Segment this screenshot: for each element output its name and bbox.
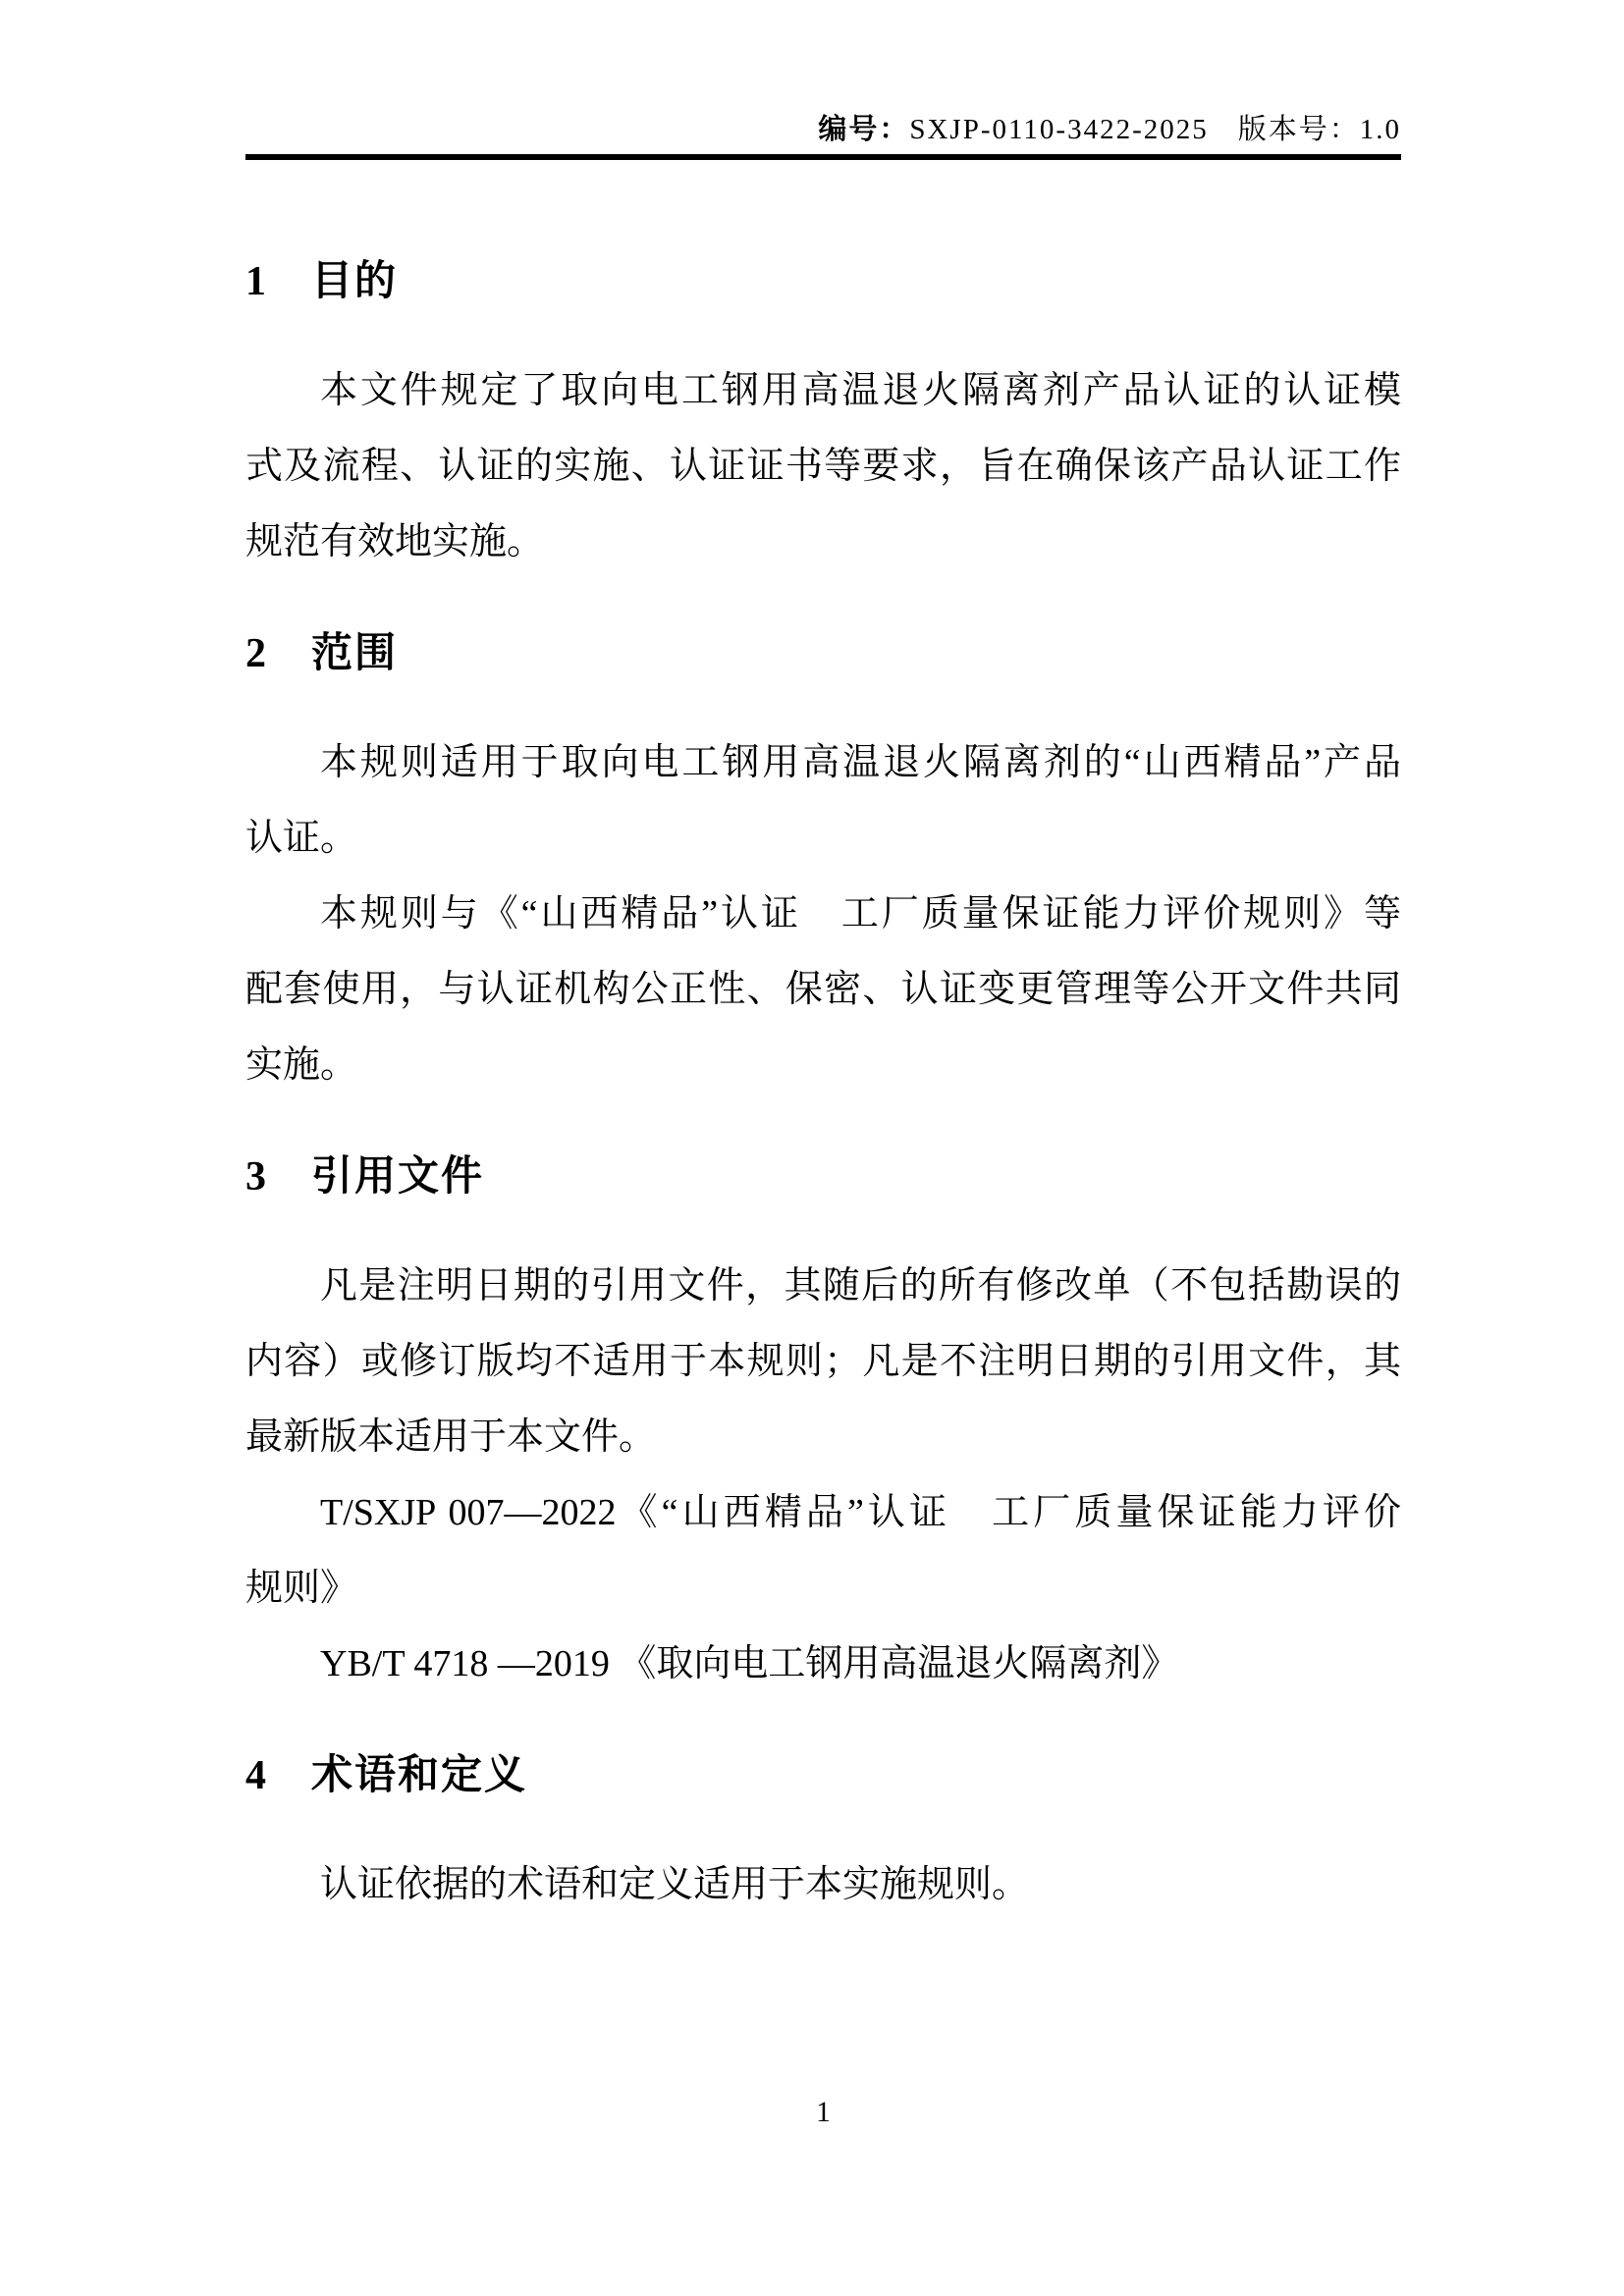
version-value: 1.0 (1359, 114, 1401, 145)
paragraph-line: 实施。 (245, 1044, 358, 1086)
document-header (245, 110, 1401, 149)
paragraph-terms (245, 1847, 1401, 1923)
paragraph-line: 配套使用，与认证机构公正性、保密、认证变更管理等公开文件共同 (245, 969, 1401, 1010)
paragraph-references-2 (245, 1475, 1401, 1627)
page-footer (245, 2093, 1401, 2132)
paragraph-line: 本规则与《“山西精品”认证 工厂质量保证能力评价规则》等 (320, 893, 1401, 934)
paragraph-line: 规范有效地实施。 (245, 521, 545, 562)
paragraph-purpose (245, 353, 1401, 580)
paragraph-scope-2 (245, 877, 1401, 1103)
header-rule (245, 154, 1401, 160)
paragraph-line: 本规则适用于取向电工钢用高温退火隔离剂的“山西精品”产品 (320, 742, 1401, 783)
section-heading-purpose: 1 目的 (245, 259, 399, 304)
paragraph-line: 式及流程、认证的实施、认证证书等要求，旨在确保该产品认证工作 (245, 446, 1401, 487)
version-label: 版本号： (1237, 114, 1360, 145)
paragraph-line: 本文件规定了取向电工钢用高温退火隔离剂产品认证的认证模 (320, 370, 1401, 411)
section-heading-terms: 4 术语和定义 (245, 1753, 528, 1798)
section-heading-scope: 2 范围 (245, 631, 399, 676)
paragraph-line: 内容）或修订版均不适用于本规则；凡是不注明日期的引用文件，其 (245, 1341, 1401, 1382)
paragraph-line: 最新版本适用于本文件。 (245, 1416, 657, 1458)
paragraph-line: 认证。 (245, 818, 358, 859)
section-heading-references: 3 引用文件 (245, 1154, 485, 1200)
page-number: 1 (816, 2096, 831, 2128)
paragraph-references-1 (245, 1249, 1401, 1475)
paragraph-line: T/SXJP 007—2022《“山西精品”认证 工厂质量保证能力评价 (320, 1492, 1401, 1533)
doc-number-value: SXJP-0110-3422-2025 (909, 114, 1209, 145)
paragraph-line: 认证依据的术语和定义适用于本实施规则。 (320, 1864, 1030, 1905)
paragraph-line: YB/T 4718 —2019 《取向电工钢用高温退火隔离剂》 (320, 1643, 1179, 1684)
paragraph-scope-1 (245, 725, 1401, 877)
paragraph-line: 凡是注明日期的引用文件，其随后的所有修改单（不包括勘误的 (320, 1265, 1401, 1307)
doc-number-label: 编号： (818, 114, 910, 145)
paragraph-references-3 (245, 1627, 1401, 1702)
paragraph-line: 规则》 (245, 1568, 358, 1609)
